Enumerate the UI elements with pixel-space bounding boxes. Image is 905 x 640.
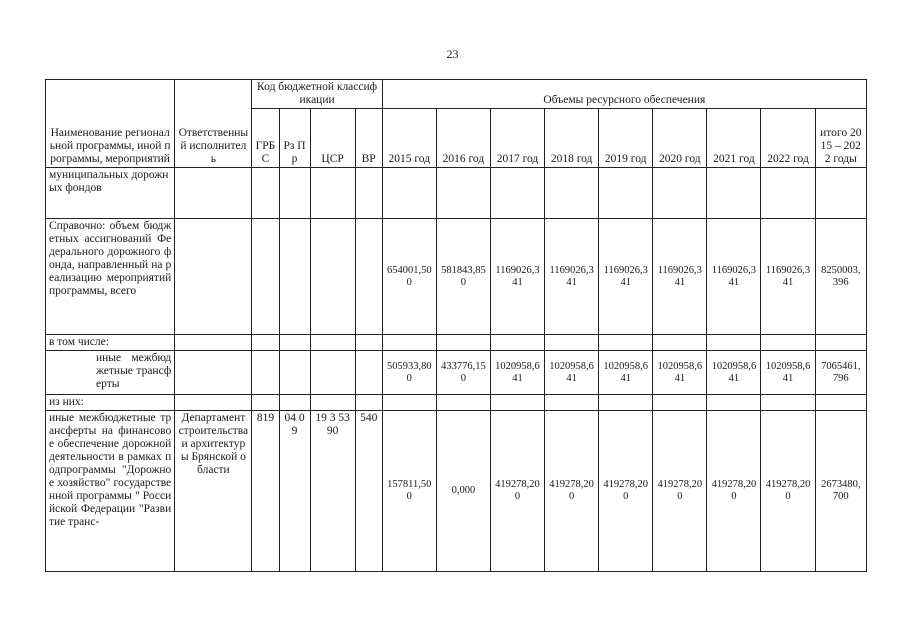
header-year-2022: 2022 год (761, 109, 815, 168)
value-2018: 419278,200 (545, 411, 599, 572)
header-year-2018: 2018 год (545, 109, 599, 168)
row-executor: Департамент строительства и архитектуры Брянской области (175, 411, 252, 572)
header-year-2020: 2020 год (653, 109, 707, 168)
row-name: в том числе: (46, 335, 175, 351)
header-year-2017: 2017 год (490, 109, 544, 168)
header-code-grbs: ГРБС (252, 109, 279, 168)
value-2017: 419278,200 (490, 411, 544, 572)
value-2022: 419278,200 (761, 411, 815, 572)
table-row (46, 351, 867, 395)
page-number: 23 (446, 47, 459, 61)
header-year-total: итого 2015 – 2022 годы (815, 109, 866, 168)
header-resources-group: Объемы ресурсного обеспечения (382, 80, 866, 109)
value-2015: 654001,500 (382, 219, 436, 335)
row-name: из них: (46, 395, 175, 411)
row-grbs: 819 (252, 411, 279, 572)
header-row-top (46, 80, 867, 109)
table-row (46, 219, 867, 335)
value-2019: 1169026,341 (599, 219, 653, 335)
value-2020: 1020958,641 (653, 351, 707, 395)
row-csr: 19 3 5390 (310, 411, 355, 572)
value-2019: 419278,200 (599, 411, 653, 572)
value-2016: 0,000 (436, 411, 490, 572)
row-name: иные межбюджетные трансферты (46, 351, 175, 395)
header-year-2021: 2021 год (707, 109, 761, 168)
value-2016: 433776,150 (436, 351, 490, 395)
value-2022: 1169026,341 (761, 219, 815, 335)
value-2020: 419278,200 (653, 411, 707, 572)
row-rzpr: 04 09 (279, 411, 310, 572)
row-name: муниципальных дорожных фондов (46, 168, 175, 219)
value-total: 8250003,396 (815, 219, 866, 335)
value-2018: 1169026,341 (545, 219, 599, 335)
header-code-csr: ЦСР (310, 109, 355, 168)
value-2015: 157811,500 (382, 411, 436, 572)
value-2017: 1169026,341 (490, 219, 544, 335)
header-year-2015: 2015 год (382, 109, 436, 168)
row-name: иные межбюджетные трансферты на финансовое обеспечение дорожной деятельности в рамках подпрограммы "Дорожное хозяйство" государственной программы " Российской Федерации "Развитие транс- (46, 411, 175, 572)
value-2022: 1020958,641 (761, 351, 815, 395)
header-year-2016: 2016 год (436, 109, 490, 168)
value-2015: 505933,800 (382, 351, 436, 395)
budget-table (45, 79, 867, 572)
table-row (46, 395, 867, 411)
value-2017: 1020958,641 (490, 351, 544, 395)
value-2020: 1169026,341 (653, 219, 707, 335)
value-2016: 581843,850 (436, 219, 490, 335)
value-2018: 1020958,641 (545, 351, 599, 395)
header-year-2019: 2019 год (599, 109, 653, 168)
table-row (46, 411, 867, 572)
value-total: 7065461,796 (815, 351, 866, 395)
header-budget-code-group: Код бюджетной классификации (252, 80, 382, 109)
header-code-vr: ВР (355, 109, 382, 168)
row-name: Справочно: объем бюджетных ассигнований Федерального дорожного фонда, направленный на реализацию мероприятий программы, всего (46, 219, 175, 335)
value-2021: 1020958,641 (707, 351, 761, 395)
header-code-rzpr: Рз Пр (279, 109, 310, 168)
header-name-col: Наименование региональной программы, иной программы, мероприятий (46, 80, 175, 168)
row-vr: 540 (355, 411, 382, 572)
value-total: 2673480,700 (815, 411, 866, 572)
header-executor-col: Ответственный исполнитель (175, 80, 252, 168)
value-2021: 419278,200 (707, 411, 761, 572)
value-2021: 1169026,341 (707, 219, 761, 335)
table-row (46, 168, 867, 219)
value-2019: 1020958,641 (599, 351, 653, 395)
table-row (46, 335, 867, 351)
